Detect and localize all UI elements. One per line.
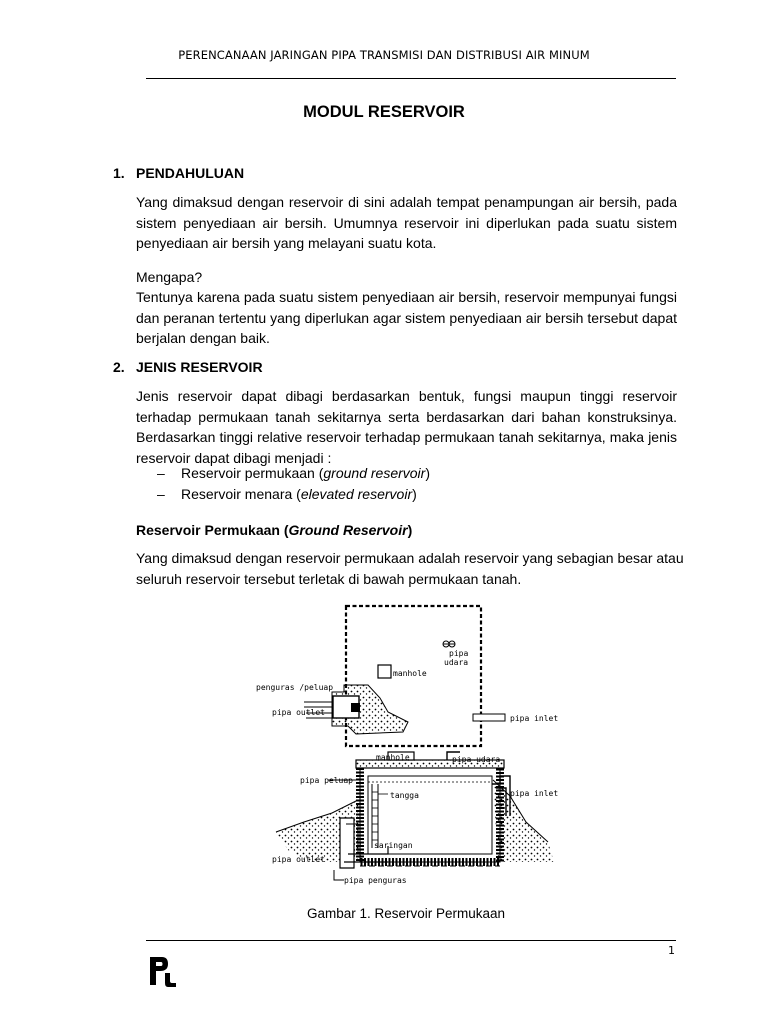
section-2-heading	[113, 359, 263, 375]
section-1-title: PENDAHULUAN	[136, 165, 245, 181]
bullet-dash: –	[157, 465, 165, 481]
text-line: Berdasarkan tinggi relative reservoir terhadap permukaan tanah sekitarnya, maka jenis	[136, 429, 677, 446]
section-1-question: Mengapa?	[136, 269, 203, 285]
text-line: seluruh reservoir tersebut terletak di bawah permukaan tanah.	[136, 570, 522, 587]
label-udara-top: udara	[444, 658, 469, 667]
section-2-number: 2.	[113, 359, 125, 375]
section-1-heading	[113, 165, 244, 181]
label-pipa-outlet-bottom: pipa outlet	[272, 855, 325, 864]
label-pipa-penguras: pipa penguras	[344, 876, 407, 885]
text-line: reservoir dapat dibagi menjadi :	[136, 449, 332, 466]
manhole-square	[378, 665, 391, 678]
list-item: – Reservoir permukaan (ground reservoir)	[157, 463, 430, 484]
text-line: dan peranan tertentu yang diperlukan agar sistem penyediaan air bersih tersebut dapat	[136, 309, 677, 326]
text-line: Yang dimaksud dengan reservoir permukaan adalah reservoir yang sebagian besar atau	[136, 550, 684, 566]
label-pipa-inlet-bottom: pipa inlet	[510, 789, 559, 798]
label-tangga: tangga	[390, 791, 419, 800]
section-view	[272, 752, 558, 885]
text-line: penyediaan air bersih yang melayani suatu kota.	[136, 235, 437, 252]
label-pipa-top: pipa	[449, 649, 469, 658]
label-pipa-udara-bottom: pipa udara	[452, 755, 501, 764]
reservoir-type-list	[157, 463, 430, 505]
ground-reservoir-diagram	[248, 600, 560, 892]
text-line: terhadap permukaan tanah sekitarnya serta berdasarkan dari bahan konstruksinya.	[136, 408, 677, 425]
plan-view	[256, 606, 558, 746]
section-2-paragraph-2	[136, 548, 684, 589]
label-manhole-top: manhole	[393, 669, 427, 678]
label-pipa-inlet-top: pipa inlet	[510, 714, 559, 723]
subsection-heading: Reservoir Permukaan (Ground Reservoir)	[136, 522, 413, 538]
figure-caption: Gambar 1. Reservoir Permukaan	[306, 906, 506, 921]
text-line: Yang dimaksud dengan reservoir di sini adalah tempat penampungan air bersih, pada	[136, 194, 677, 210]
section-1-number: 1.	[113, 165, 125, 181]
header-divider	[146, 78, 676, 79]
document-title: MODUL RESERVOIR	[303, 103, 465, 121]
label-manhole-bottom: manhole	[376, 753, 410, 762]
text-line: berjalan dengan baik.	[136, 330, 270, 347]
page-number: 1	[668, 944, 675, 957]
text-line: sistem penyediaan air bersih. Umumnya reservoir ini diperlukan pada suatu sistem	[136, 214, 677, 231]
text-line: Tentunya karena pada suatu sistem penyediaan air bersih, reservoir mempunyai fungsi	[136, 289, 677, 305]
running-header: PERENCANAAN JARINGAN PIPA TRANSMISI DAN DISTRIBUSI AIR MINUM	[178, 48, 590, 62]
footer-divider	[146, 940, 676, 941]
section-1-paragraph-1	[136, 192, 677, 254]
section-1-paragraph-2	[136, 287, 677, 349]
label-pipa-outlet-top: pipa outlet	[272, 708, 325, 717]
text-line: Jenis reservoir dapat dibagi berdasarkan bentuk, fungsi maupun tinggi reservoir	[136, 388, 677, 404]
list-item: – Reservoir menara (elevated reservoir)	[157, 484, 430, 505]
label-penguras-peluap: penguras /peluap	[256, 683, 334, 692]
label-pipa-peluap: pipa peluap	[300, 776, 353, 785]
bullet-dash: –	[157, 486, 165, 502]
section-2-paragraph-1	[136, 386, 677, 468]
air-vent-symbol	[443, 641, 455, 647]
label-saringan: saringan	[374, 841, 413, 850]
institution-logo-icon	[148, 955, 178, 989]
section-2-title: JENIS RESERVOIR	[136, 359, 263, 375]
